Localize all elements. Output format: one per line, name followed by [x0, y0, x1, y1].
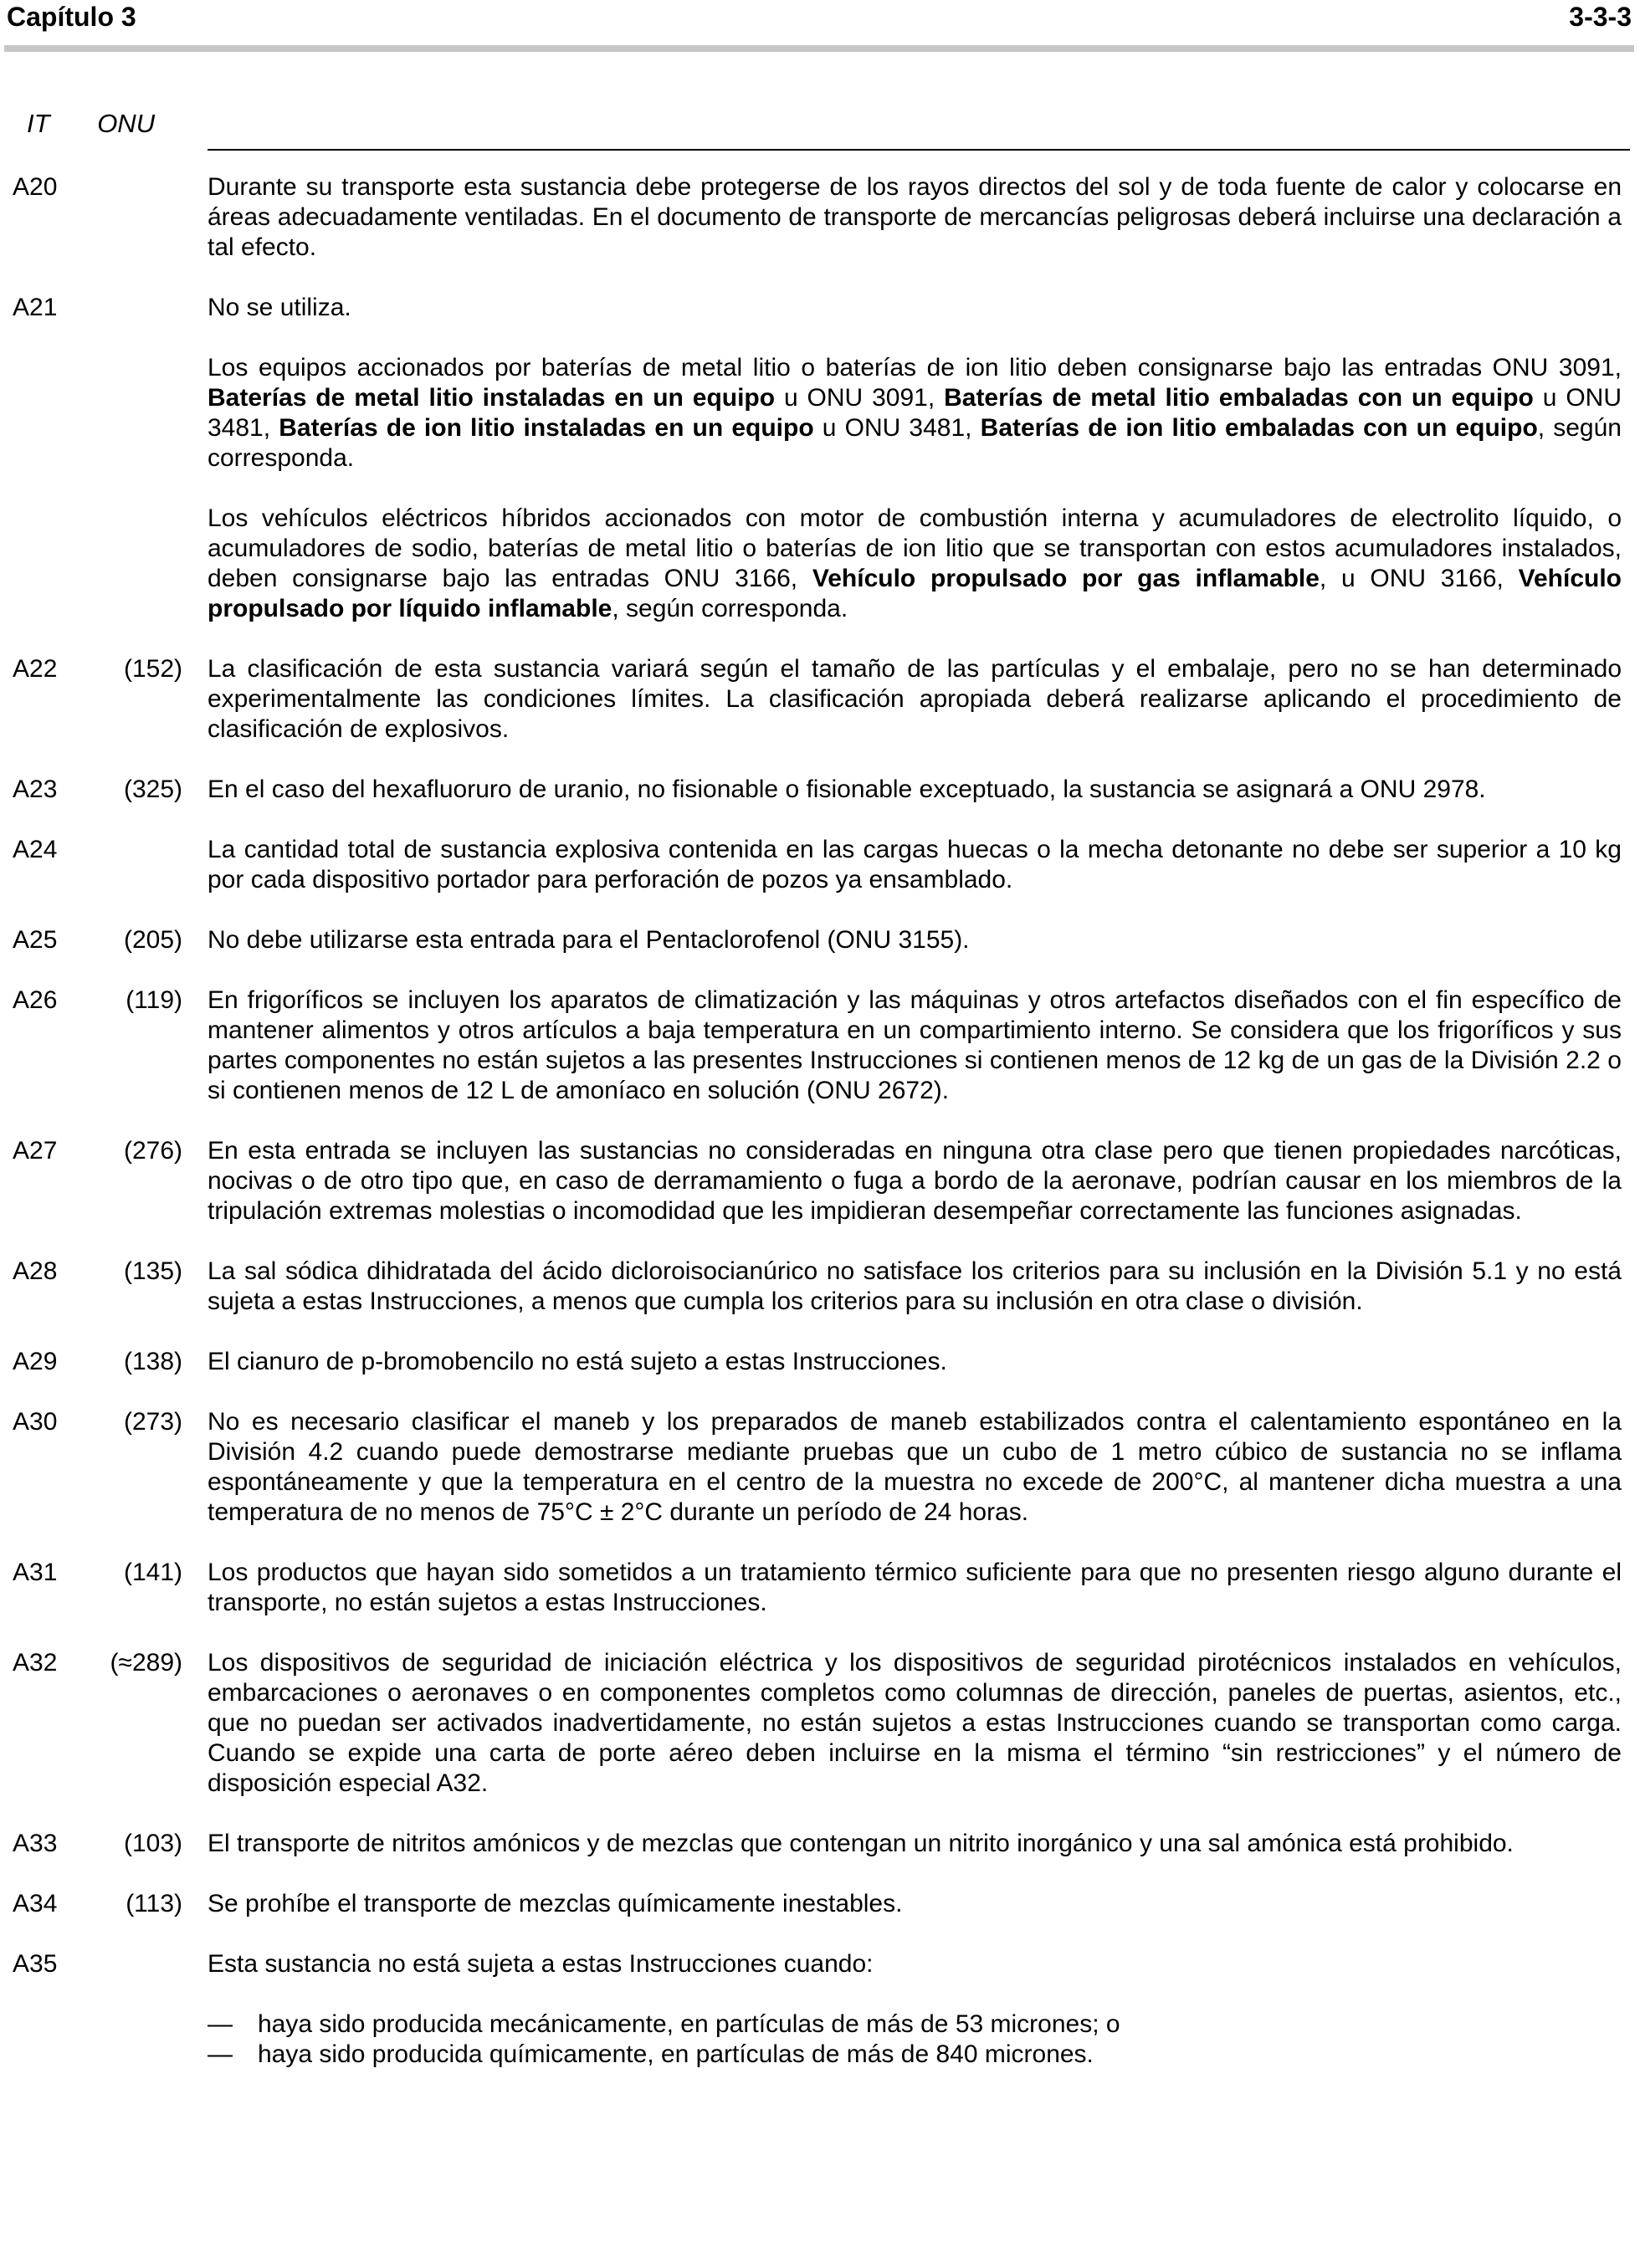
provision-text	[208, 1257, 1622, 1317]
provision-paragraph: Se prohíbe el transporte de mezclas químicamente inestables.	[208, 1890, 903, 1917]
provision-text	[208, 1407, 1622, 1528]
provision-onu-ref: (138)	[123, 1348, 182, 1375]
provision-paragraph: En esta entrada se incluyen las sustancias no consideradas en ninguna otra clase pero que tienen propiedades narcóticas, nocivas o de otro tipo que, en caso de derramamiento o fuga a bordo de la aeronave, podrían causar en los miembros de la tripulación extremas molestias o incomodidad que les impidieran desempeñar correctamente las funciones asignadas.	[208, 1137, 1622, 1225]
provision-paragraph: El transporte de nitritos amónicos y de mezclas que contengan un nitrito inorgánico y una sal amónica está prohibido.	[208, 1830, 1514, 1857]
provision-text	[208, 1558, 1622, 1618]
provision-onu-ref: (≈289)	[110, 1649, 182, 1677]
column-heading-onu: ONU	[97, 109, 156, 138]
entry-name: Baterías de metal litio embaladas con un equipo	[944, 384, 1534, 412]
provision-a29	[0, 1347, 1640, 1377]
provision-a27	[0, 1136, 1640, 1226]
provision-code: A25	[13, 926, 58, 954]
provision-a24	[0, 835, 1640, 895]
column-heading-it: IT	[27, 109, 50, 138]
provision-paragraph: No debe utilizarse esta entrada para el Pentaclorofenol (ONU 3155).	[208, 926, 970, 954]
provision-paragraph: Esta sustancia no está sujeta a estas Instrucciones cuando:	[208, 1950, 874, 1978]
provision-text	[208, 835, 1622, 895]
provision-text	[208, 775, 1622, 805]
column-divider	[208, 149, 1630, 151]
provision-paragraph: La cantidad total de sustancia explosiva contenida en las cargas huecas o la mecha detonante no debe ser superior a 10 kg por cada dispositivo portador para perforación de pozos ya ensamblado.	[208, 836, 1622, 893]
provision-code: A23	[13, 776, 58, 803]
em-dash-bullet: —	[208, 2040, 233, 2068]
provision-code: A31	[13, 1559, 58, 1586]
provision-paragraph: La sal sódica dihidratada del ácido dicloroisocianúrico no satisface los criterios para su inclusión en la División 5.1 y no está sujeta a estas Instrucciones, a menos que cumpla los criterios para su inclusión en otra clase o división.	[208, 1257, 1622, 1315]
provision-paragraph	[208, 353, 1622, 474]
provision-onu-ref: (113)	[126, 1890, 182, 1917]
page-header	[7, 2, 1632, 32]
provision-onu-ref: (141)	[123, 1559, 182, 1586]
page-number: 3-3-3	[1569, 2, 1632, 32]
text-run: Los equipos accionados por baterías de metal litio o baterías de ion litio deben consignarse bajo las entradas ONU 3091,	[208, 354, 1622, 381]
provision-a33	[0, 1829, 1640, 1859]
text-run: , según corresponda.	[612, 595, 848, 622]
list-item-text: haya sido producida mecánicamente, en partículas de más de 53 micrones; o	[258, 2010, 1120, 2038]
entry-name: Baterías de ion litio instaladas en un equipo	[279, 414, 814, 442]
text-run: u ONU 3091,	[775, 384, 945, 412]
provision-code: A29	[13, 1348, 58, 1375]
dash-list-item	[208, 2040, 1622, 2070]
provision-code: A27	[13, 1137, 58, 1165]
header-divider	[4, 45, 1634, 52]
provision-paragraph: Los productos que hayan sido sometidos a un tratamiento térmico suficiente para que no presenten riesgo alguno durante el transporte, no están sujetos a estas Instrucciones.	[208, 1559, 1622, 1616]
text-run: Los vehículos eléctricos híbridos accionados con motor de combustión interna y acumuladores de electrolito líquido, o acumuladores de sodio, baterías de metal litio o baterías de ion litio que se transportan con estos acumuladores instalados, deben consignarse bajo las entradas ONU 3166,	[208, 504, 1622, 592]
provision-paragraph: Durante su transporte esta sustancia debe protegerse de los rayos directos del sol y de toda fuente de calor y colocarse en áreas adecuadamente ventiladas. En el documento de transporte de mercancías peligrosas deberá incluirse una declaración a tal efecto.	[208, 173, 1622, 261]
provision-code: A21	[13, 294, 58, 321]
provision-text	[208, 1136, 1622, 1226]
provision-paragraph: En el caso del hexafluoruro de uranio, no fisionable o fisionable exceptuado, la sustancia se asignará a ONU 2978.	[208, 776, 1486, 803]
provision-a32	[0, 1648, 1640, 1799]
provision-text	[208, 1829, 1622, 1859]
provision-paragraph: Los dispositivos de seguridad de iniciación eléctrica y los dispositivos de seguridad pirotécnicos instalados en vehículos, embarcaciones o aeronaves o en componentes completos como columnas de dirección, paneles de puertas, asientos, etc., que no puedan ser activados inadvertidamente, no están sujetos a estas Instrucciones cuando se transportan como carga. Cuando se expide una carta de porte aéreo deben incluirse en la misma el término “sin restricciones” y el número de disposición especial A32.	[208, 1649, 1622, 1797]
provision-a35	[0, 1949, 1640, 2070]
provision-a21	[0, 293, 1640, 624]
provision-code: A35	[13, 1950, 58, 1978]
provision-a30	[0, 1407, 1640, 1528]
provision-paragraph: La clasificación de esta sustancia variará según el tamaño de las partículas y el embalaje, pero no se han determinado experimentalmente las condiciones límites. La clasificación apropiada deberá realizarse aplicando el procedimiento de clasificación de explosivos.	[208, 655, 1622, 743]
chapter-title: Capítulo 3	[7, 2, 136, 32]
em-dash-bullet: —	[208, 2010, 233, 2038]
provision-a28	[0, 1257, 1640, 1317]
entry-name: Baterías de metal litio instaladas en un equipo	[208, 384, 776, 412]
provision-code: A24	[13, 836, 58, 863]
provision-onu-ref: (205)	[123, 926, 182, 954]
provision-text	[208, 925, 1622, 955]
provision-code: A30	[13, 1408, 58, 1436]
provision-a22	[0, 654, 1640, 745]
provision-code: A28	[13, 1257, 58, 1285]
provision-text	[208, 172, 1622, 263]
text-run: , según corresponda.	[208, 414, 1622, 472]
provision-onu-ref: (135)	[123, 1257, 182, 1285]
text-run: , u ONU 3166,	[1319, 565, 1519, 592]
provision-a23	[0, 775, 1640, 805]
list-item-text: haya sido producida químicamente, en partículas de más de 840 micrones.	[258, 2040, 1094, 2068]
provision-code: A33	[13, 1830, 58, 1857]
provision-onu-ref: (325)	[123, 776, 182, 803]
provision-text	[208, 293, 1622, 624]
entry-name: Vehículo propulsado por líquido inflamable	[208, 565, 1622, 622]
provision-code: A26	[13, 986, 58, 1014]
provision-code: A32	[13, 1649, 58, 1677]
provision-a26	[0, 986, 1640, 1106]
provision-a25	[0, 925, 1640, 955]
provision-paragraph: No es necesario clasificar el maneb y los preparados de maneb estabilizados contra el calentamiento espontáneo en la División 4.2 cuando puede demostrarse mediante pruebas que un cubo de 1 metro cúbico de sustancia no se inflama espontáneamente y que la temperatura en el centro de la muestra no excede de 200°C, al mantener dicha muestra a una temperatura de no menos de 75°C ± 2°C durante un período de 24 horas.	[208, 1408, 1622, 1526]
dash-list-item	[208, 2009, 1622, 2040]
provision-paragraph: En frigoríficos se incluyen los aparatos de climatización y las máquinas y otros artefactos diseñados con el fin específico de mantener alimentos y otros artículos a baja temperatura en un compartimiento interno. Se considera que los frigoríficos y sus partes componentes no están sujetos a las presentes Instrucciones si contienen menos de 12 kg de un gas de la División 2.2 o si contienen menos de 12 L de amoníaco en solución (ONU 2672).	[208, 986, 1622, 1104]
provision-a31	[0, 1558, 1640, 1618]
provision-code: A20	[13, 173, 58, 201]
provision-text	[208, 1648, 1622, 1799]
provision-onu-ref: (273)	[123, 1408, 182, 1436]
provision-code: A34	[13, 1890, 58, 1917]
entry-name: Baterías de ion litio embaladas con un equipo	[980, 414, 1538, 442]
provision-paragraph: No se utiliza.	[208, 294, 351, 321]
provision-onu-ref: (276)	[123, 1137, 182, 1165]
provision-paragraph	[208, 504, 1622, 624]
text-run: u ONU 3481,	[208, 384, 1622, 442]
column-headings	[27, 109, 155, 139]
provision-onu-ref: (103)	[123, 1830, 182, 1857]
provision-text	[208, 1347, 1622, 1377]
provision-a34	[0, 1889, 1640, 1919]
provision-text	[208, 654, 1622, 745]
provisions-list	[0, 172, 1640, 2100]
provision-text	[208, 1949, 1622, 2070]
provision-onu-ref: (152)	[123, 655, 182, 683]
provision-text	[208, 1889, 1622, 1919]
text-run: u ONU 3481,	[813, 414, 981, 442]
provision-onu-ref: (119)	[126, 986, 182, 1014]
provision-a20	[0, 172, 1640, 263]
provision-paragraph: El cianuro de p-bromobencilo no está sujeto a estas Instrucciones.	[208, 1348, 947, 1375]
entry-name: Vehículo propulsado por gas inflamable	[812, 565, 1320, 592]
provision-code: A22	[13, 655, 58, 683]
provision-text	[208, 986, 1622, 1106]
